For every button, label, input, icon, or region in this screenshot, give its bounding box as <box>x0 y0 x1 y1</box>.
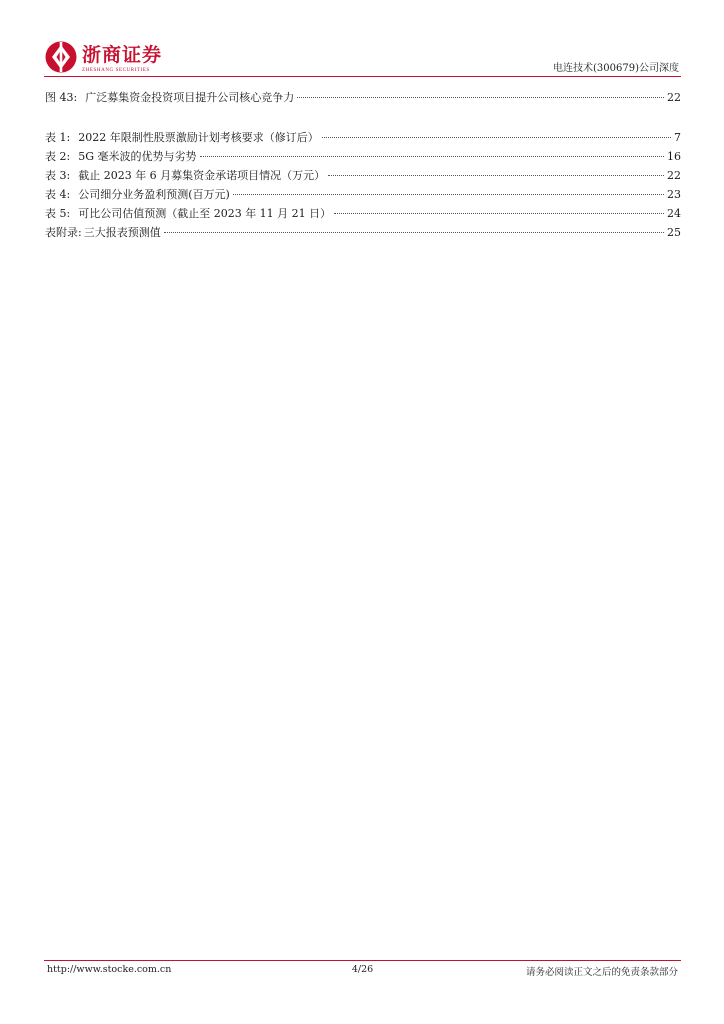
zheshang-logo-icon <box>44 40 78 74</box>
toc-entry-label: 表附录: <box>45 226 82 239</box>
toc-entry-label: 表 5: <box>45 207 71 220</box>
toc-table-entry[interactable] <box>45 204 681 223</box>
logo-chinese-name: 浙商证券 <box>82 44 163 66</box>
toc-leader-dots <box>328 167 664 176</box>
header-divider <box>44 76 681 77</box>
report-title: 电连技术(300679)公司深度 <box>553 63 679 74</box>
toc-leader-dots <box>200 148 665 157</box>
toc-figure-entry[interactable] <box>45 88 681 107</box>
toc-leader-dots <box>164 224 664 233</box>
toc-entry-page: 25 <box>667 226 681 239</box>
toc-entry-page: 24 <box>667 207 681 220</box>
website-link[interactable]: http://www.stocke.com.cn <box>47 964 172 975</box>
toc-entry-label: 表 2: <box>45 150 71 163</box>
toc-entry-title: 可比公司估值预测（截止至 2023 年 11 月 21 日） <box>78 207 332 220</box>
toc-entry-title: 公司细分业务盈利预测(百万元) <box>78 188 230 201</box>
toc-entry-title: 三大报表预测值 <box>83 226 161 239</box>
footer-divider <box>44 960 681 961</box>
toc-entry-page: 22 <box>667 169 681 182</box>
toc-table-entry[interactable] <box>45 128 681 147</box>
page-number: 4/26 <box>351 964 374 975</box>
toc-entry-label: 表 4: <box>45 188 71 201</box>
toc-entry-label: 表 1: <box>45 131 71 144</box>
disclaimer-note: 请务必阅读正文之后的免责条款部分 <box>525 967 678 978</box>
toc-entry-page: 22 <box>667 91 681 104</box>
toc-entry-label: 图 43: <box>45 91 78 104</box>
toc-entry-title: 截止 2023 年 6 月募集资金承诺项目情况（万元） <box>78 169 326 182</box>
table-of-contents <box>45 88 681 242</box>
toc-table-entry[interactable] <box>45 147 681 166</box>
toc-entry-label: 表 3: <box>45 169 71 182</box>
toc-table-entry[interactable] <box>45 223 681 242</box>
toc-entry-title: 2022 年限制性股票激励计划考核要求（修订后） <box>78 131 319 144</box>
company-logo <box>44 40 162 74</box>
toc-entry-page: 16 <box>667 150 681 163</box>
toc-leader-dots <box>322 129 671 138</box>
toc-leader-dots <box>297 89 664 98</box>
logo-english-name: ZHESHANG SECURITIES <box>82 68 150 73</box>
page-header <box>44 40 681 76</box>
toc-table-entry[interactable] <box>45 166 681 185</box>
toc-leader-dots <box>233 186 664 195</box>
toc-entry-page: 7 <box>674 131 681 144</box>
toc-entry-title: 5G 毫米波的优势与劣势 <box>78 150 197 163</box>
toc-entry-page: 23 <box>667 188 681 201</box>
toc-table-entry[interactable] <box>45 185 681 204</box>
page-footer <box>44 964 681 980</box>
toc-leader-dots <box>334 205 664 214</box>
toc-entry-title: 广泛募集资金投资项目提升公司核心竞争力 <box>85 91 295 104</box>
